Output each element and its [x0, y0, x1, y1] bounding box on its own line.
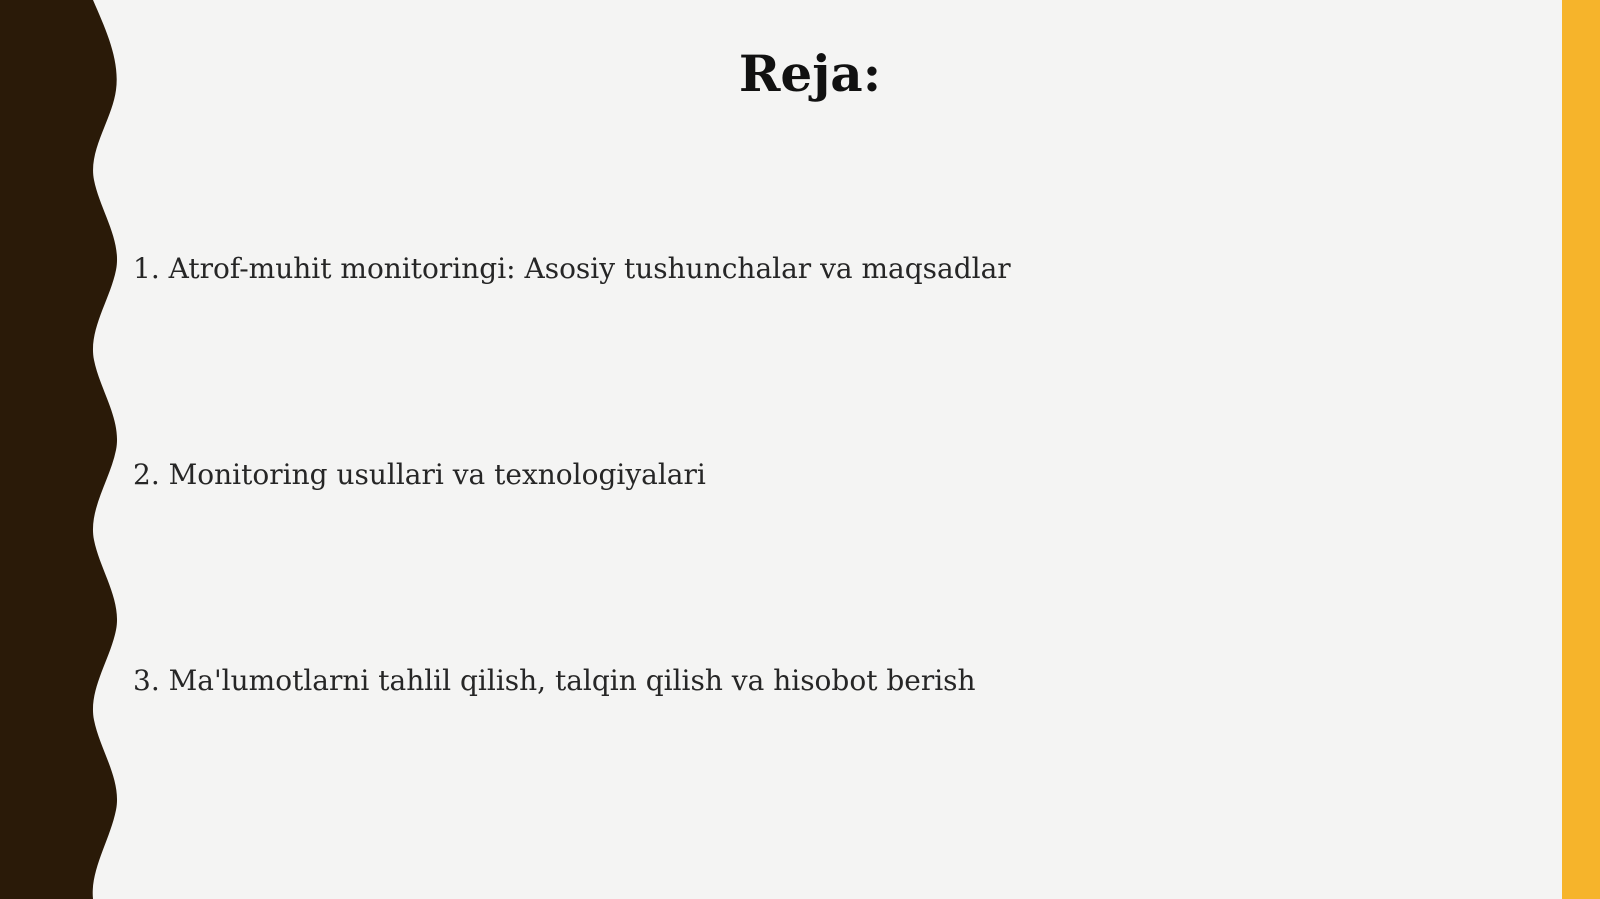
right-accent-bar: [1562, 0, 1600, 899]
left-wave-band: [0, 0, 120, 899]
agenda-item-3: 3. Ma'lumotlarni tahlil qilish, talqin qilish va hisobot berish: [133, 664, 976, 697]
agenda-item-1: 1. Atrof-muhit monitoringi: Asosiy tushunchalar va maqsadlar: [133, 252, 1011, 285]
left-wave-shape: [0, 0, 117, 899]
agenda-item-2: 2. Monitoring usullari va texnologiyalari: [133, 458, 706, 491]
slide-title: Reja:: [738, 44, 882, 103]
